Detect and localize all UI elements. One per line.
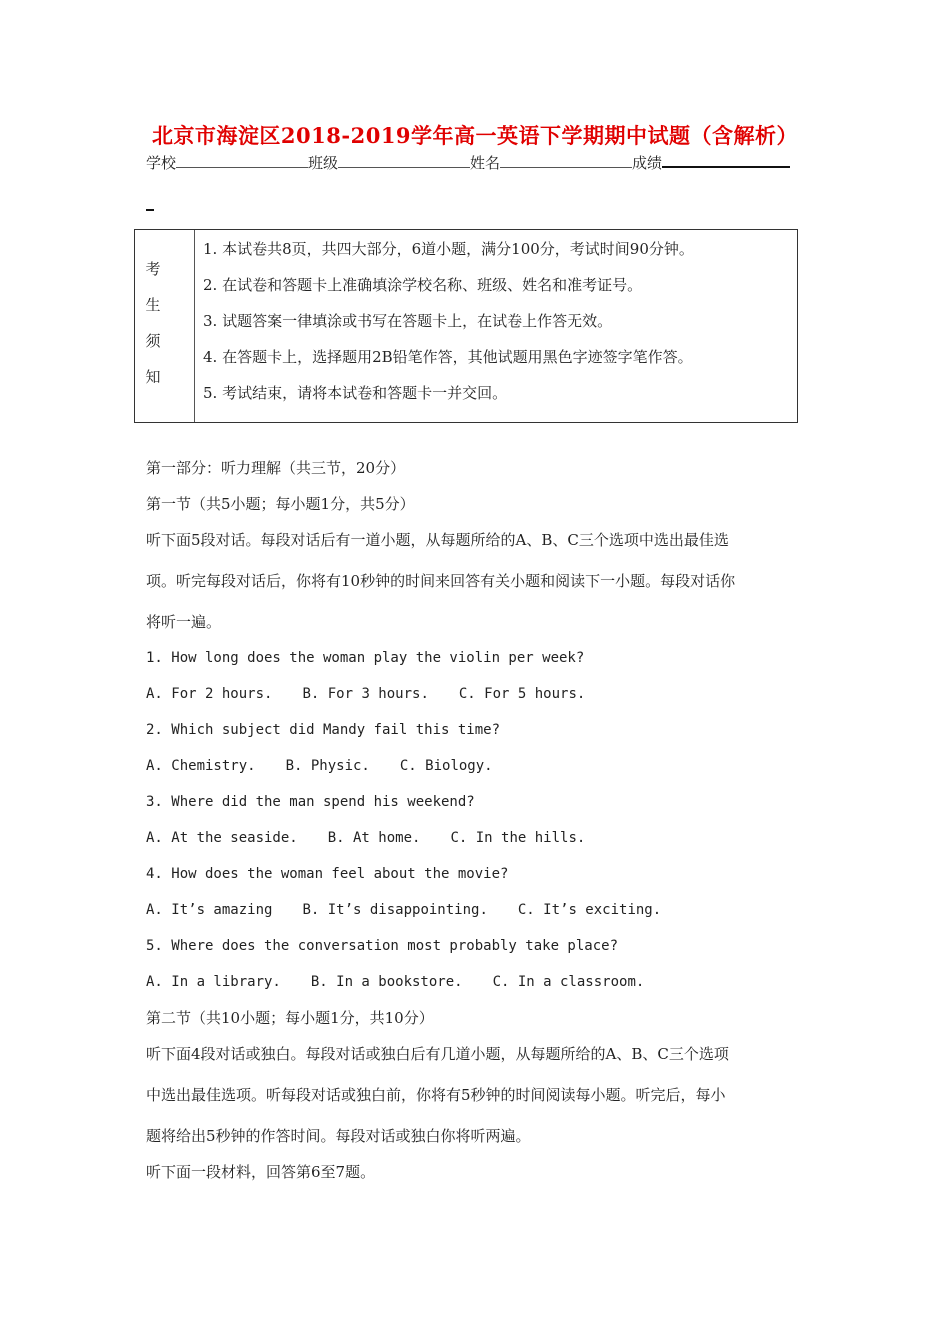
school-blank <box>176 153 308 168</box>
question-text: 4. How does the woman feel about the movie? <box>146 866 509 882</box>
option: A. In a library. <box>146 974 281 990</box>
option: C. It’s exciting. <box>517 902 662 918</box>
option: C. Biology. <box>399 758 493 774</box>
option: A. For 2 hours. <box>146 686 273 702</box>
question-text: 3. Where did the man spend his weekend? <box>146 794 475 810</box>
section-heading: 第一节（共5小题；每小题1分，共5分） <box>146 495 415 513</box>
instruction-line: 听下面4段对话或独白。每段对话或独白后有几道小题，从每题所给的A、B、C三个选项 <box>146 1045 729 1063</box>
question-text: 2. Which subject did Mandy fail this time? <box>146 722 501 738</box>
option: C. In a classroom. <box>492 974 645 990</box>
option: A. At the seaside. <box>146 830 298 846</box>
class-blank <box>338 153 470 168</box>
notice-label-char: 知 <box>145 368 161 386</box>
notice-label-column <box>135 230 195 422</box>
answer-options <box>146 898 826 934</box>
score-blank <box>662 152 790 168</box>
option: A. It’s amazing <box>146 902 273 918</box>
exam-body <box>146 456 826 1196</box>
notice-item: 3. 试题答案一律填涂或书写在答题卡上，在试卷上作答无效。 <box>203 312 613 330</box>
notice-item: 2. 在试卷和答题卡上准确填涂学校名称、班级、姓名和准考证号。 <box>203 276 643 294</box>
notice-items <box>203 238 694 418</box>
question-text: 5. Where does the conversation most probably take place? <box>146 938 619 954</box>
part-heading: 第一部分：听力理解（共三节，20分） <box>146 459 406 477</box>
option: B. At home. <box>327 830 421 846</box>
option: C. In the hills. <box>450 830 586 846</box>
school-label: 学校 <box>146 154 177 172</box>
option: C. For 5 hours. <box>458 686 586 702</box>
answer-options <box>146 826 826 862</box>
option: B. It’s disappointing. <box>302 902 488 918</box>
option: A. Chemistry. <box>146 758 256 774</box>
notice-item: 4. 在答题卡上，选择题用2B铅笔作答，其他试题用黑色字迹签字笔作答。 <box>203 348 693 366</box>
option: B. For 3 hours. <box>302 686 429 702</box>
answer-options <box>146 970 826 1006</box>
answer-options <box>146 754 826 790</box>
instruction-line: 将听一遍。 <box>146 613 222 631</box>
instruction-line: 中选出最佳选项。听每段对话或独白前，你将有5秒钟的时间阅读每小题。听完后，每小 <box>146 1086 726 1104</box>
student-info-line <box>146 152 790 173</box>
class-label: 班级 <box>308 154 339 172</box>
notice-label-char: 考 <box>145 260 161 278</box>
score-blank-overflow <box>146 209 154 211</box>
score-label: 成绩 <box>632 154 663 172</box>
notice-label-char: 须 <box>145 332 161 350</box>
notice-label-char: 生 <box>145 296 161 314</box>
instruction-line: 听下面5段对话。每段对话后有一道小题，从每题所给的A、B、C三个选项中选出最佳选 <box>146 531 729 549</box>
question-text: 1. How long does the woman play the violin per week? <box>146 650 585 666</box>
notice-item: 1. 本试卷共8页，共四大部分，6道小题，满分100分，考试时间90分钟。 <box>203 240 694 258</box>
answer-options <box>146 682 826 718</box>
option: B. Physic. <box>285 758 370 774</box>
section-heading: 第二节（共10小题；每小题1分，共10分） <box>146 1009 434 1027</box>
name-blank <box>500 153 632 168</box>
name-label: 姓名 <box>470 154 501 172</box>
exam-notice-box <box>134 229 798 423</box>
notice-item: 5. 考试结束，请将本试卷和答题卡一并交回。 <box>203 384 508 402</box>
sub-instruction: 听下面一段材料，回答第6至7题。 <box>146 1163 376 1181</box>
document-title: 北京市海淀区2018-2019学年高一英语下学期期中试题（含解析） <box>151 123 799 148</box>
instruction-line: 题将给出5秒钟的作答时间。每段对话或独白你将听两遍。 <box>146 1127 531 1145</box>
option: B. In a bookstore. <box>310 974 463 990</box>
instruction-line: 项。听完每段对话后，你将有10秒钟的时间来回答有关小题和阅读下一小题。每段对话你 <box>146 572 736 590</box>
